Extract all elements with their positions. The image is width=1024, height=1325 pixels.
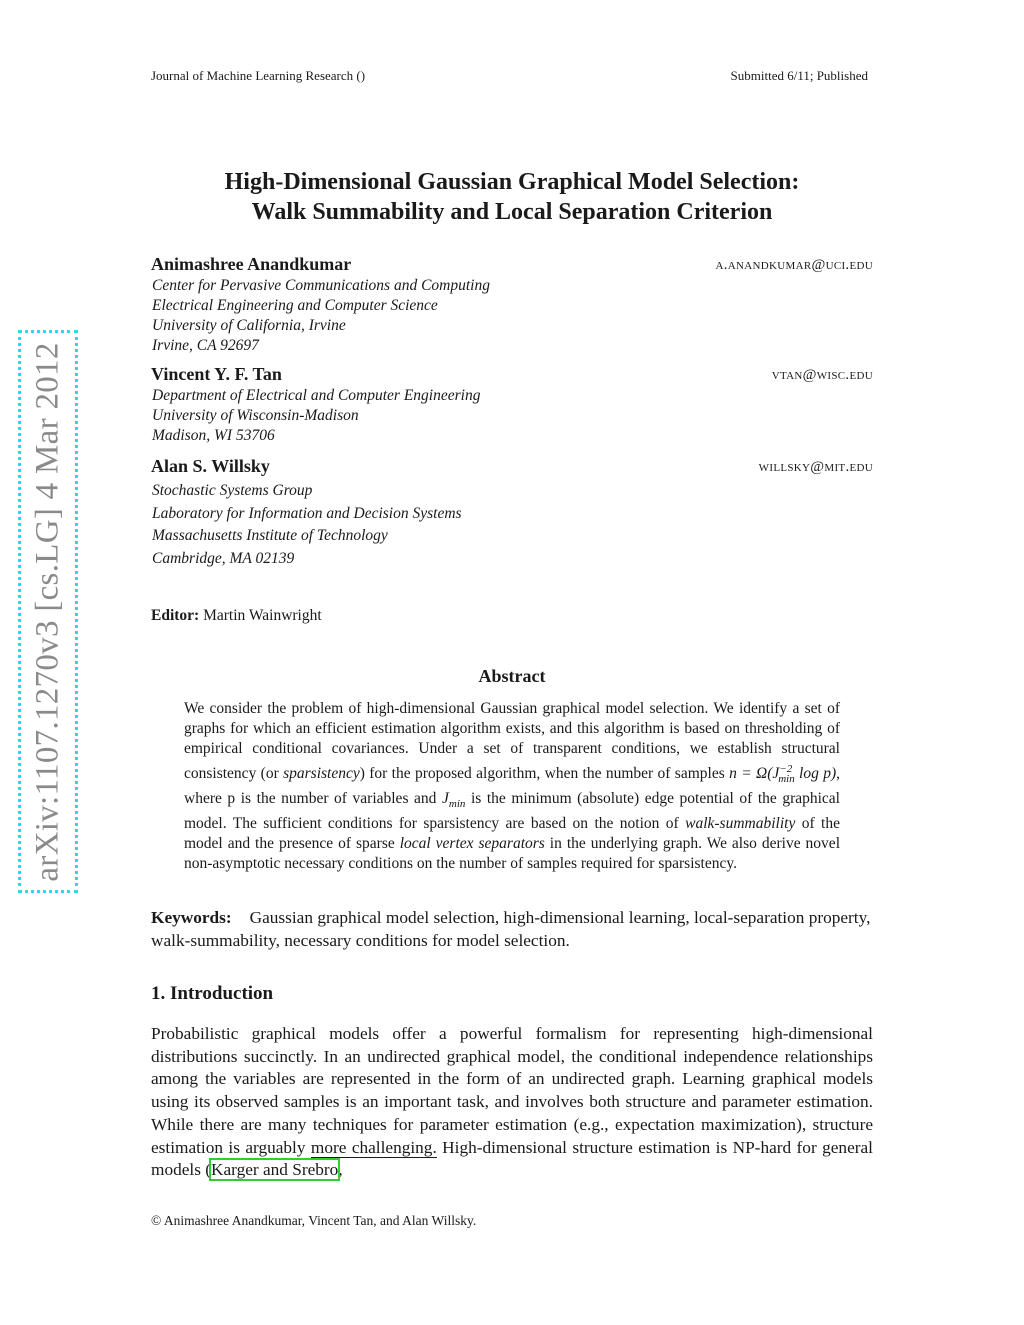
- affiliation-line: Irvine, CA 92697: [152, 337, 259, 354]
- abstract-term: walk-summability: [685, 815, 796, 833]
- affiliation-line: Electrical Engineering and Computer Science: [152, 297, 438, 314]
- underlined-text: more challenging.: [310, 1137, 437, 1157]
- author-email[interactable]: a.anandkumar@uci.edu: [715, 257, 873, 273]
- arxiv-stamp-text: arXiv:1107.1270v3 [cs.LG] 4 Mar 2012: [29, 341, 66, 882]
- author-email[interactable]: vtan@wisc.edu: [771, 367, 873, 383]
- author-name: Alan S. Willsky: [151, 456, 270, 476]
- abstract-term: local vertex separators: [399, 835, 545, 853]
- keywords-text: Gaussian graphical model selection, high-dimensional learning, local-separation property, walk-summability, necessary conditions for model selection.: [151, 908, 871, 950]
- affiliation-line: Massachusetts Institute of Technology: [152, 527, 388, 544]
- formula-jmin: $J_{min}$: [441, 790, 466, 811]
- keywords: [151, 906, 896, 952]
- abstract-text: of the model and the presence of sparse: [184, 815, 840, 853]
- editor-name: Martin Wainwright: [203, 607, 322, 624]
- paper-title-line-1: High-Dimensional Gaussian Graphical Model Selection:: [224, 169, 800, 195]
- abstract-body: [184, 699, 840, 874]
- author-affiliation: [152, 386, 480, 446]
- affiliation-line: University of Wisconsin-Madison: [152, 407, 359, 424]
- abstract-heading: Abstract: [478, 666, 546, 686]
- section-heading: 1. Introduction: [151, 983, 274, 1004]
- author-name: Animashree Anandkumar: [151, 254, 352, 274]
- editor-line: [151, 607, 322, 625]
- affiliation-line: Madison, WI 53706: [152, 427, 275, 444]
- affiliation-line: Department of Electrical and Computer Engineering: [152, 387, 481, 404]
- abstract-text: , where p is the number of variables and: [184, 765, 840, 808]
- editor-label: Editor:: [151, 607, 200, 624]
- abstract-term: sparsistency: [283, 765, 360, 783]
- author-affiliation: [152, 480, 462, 570]
- paper-title-line-2: Walk Summability and Local Separation Criterion: [251, 199, 773, 225]
- keywords-label: Keywords:: [151, 908, 232, 927]
- author-email[interactable]: willsky@mit.edu: [758, 459, 873, 475]
- introduction-paragraph: [151, 1023, 873, 1182]
- paragraph-text: High-dimensional structure estimation is NP-hard for general models (: [151, 1137, 873, 1180]
- submission-info: Submitted 6/11; Published: [730, 68, 868, 83]
- author-affiliation: [152, 276, 490, 356]
- affiliation-line: Cambridge, MA 02139: [152, 549, 295, 567]
- copyright-footer: © Animashree Anandkumar, Vincent Tan, and Alan Willsky.: [151, 1213, 477, 1228]
- abstract-text: ) for the proposed algorithm, when the number of samples: [359, 765, 730, 783]
- paragraph-text: ,: [338, 1160, 343, 1180]
- citation-link[interactable]: Karger and Srebro: [211, 1160, 339, 1180]
- journal-header: Journal of Machine Learning Research (): [151, 68, 366, 83]
- affiliation-line: Laboratory for Information and Decision Systems: [152, 504, 462, 522]
- abstract-text: in the underlying graph. We also derive novel non-asymptotic necessary conditions on the number of samples required for sparsistency.: [184, 835, 840, 873]
- abstract-text: We consider the problem of high-dimensional Gaussian graphical model selection. We identify a set of graphs for which an efficient estimation algorithm exists, and this algorithm is based on thresholding of empirical conditional covariances. Under a set of transparent conditions, we establish structural consistency (or: [184, 700, 840, 783]
- affiliation-line: Center for Pervasive Communications and Computing: [152, 277, 490, 294]
- arxiv-stamp[interactable]: [18, 330, 78, 893]
- formula-n: $n = \Omega(J^{-2}_{min}$ log p): [729, 763, 837, 786]
- affiliation-line: Stochastic Systems Group: [152, 482, 313, 499]
- paragraph-text: Probabilistic graphical models offer a powerful formalism for representing high-dimensional distributions succinctly. In an undirected graphical model, the conditional independence relationships among the variables are represented in the form of an undirected graph. Learning graphical models using its observed samples is an important task, and involves both structure and parameter estimation. While there are many techniques for parameter estimation (e.g., expectation maximization), structure estimation is arguably: [151, 1024, 873, 1157]
- abstract-text: is the minimum (absolute) edge potential of the graphical model. The sufficient conditions for sparsistency are based on the notion of: [184, 790, 840, 833]
- affiliation-line: University of California, Irvine: [152, 317, 346, 334]
- author-name: Vincent Y. F. Tan: [151, 364, 282, 384]
